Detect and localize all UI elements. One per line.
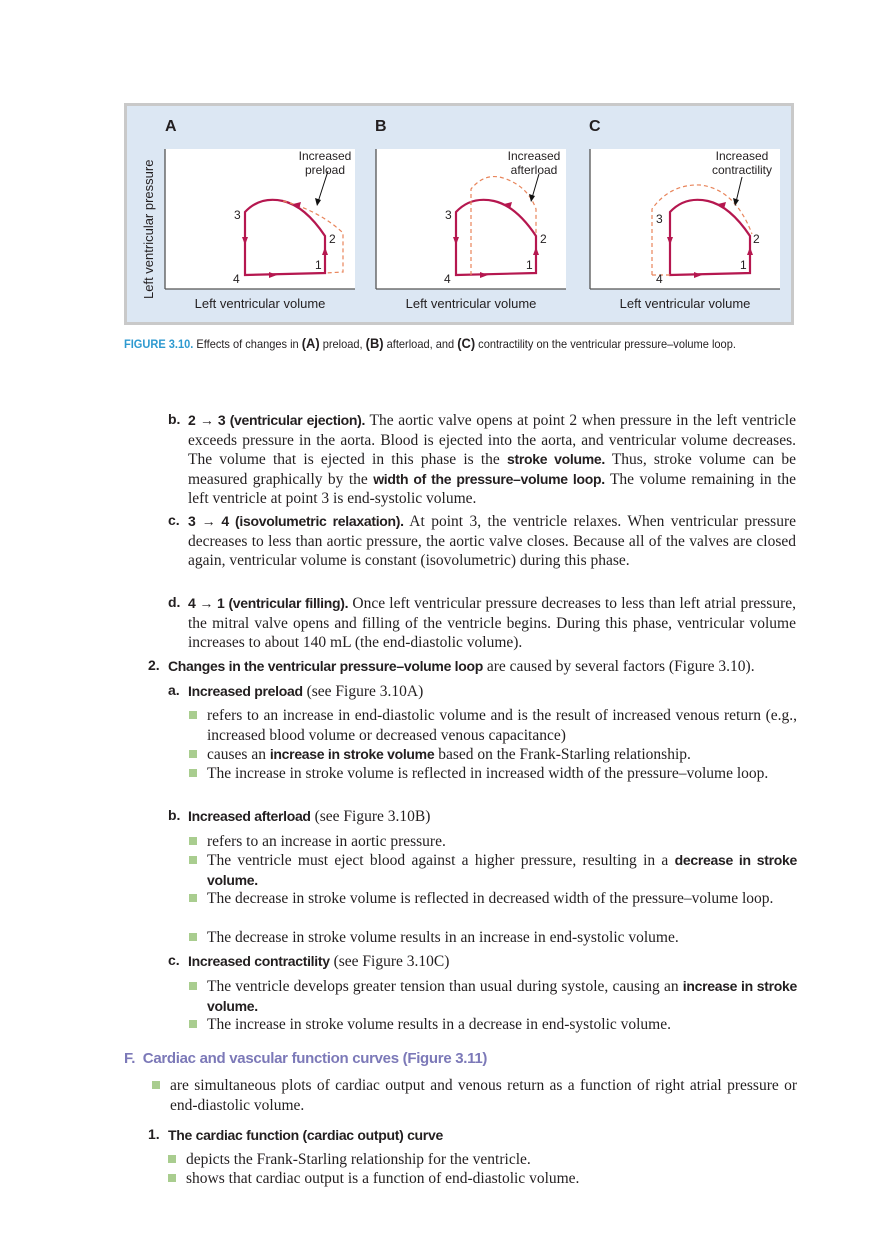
bullet-icon: [168, 1155, 176, 1163]
item-body: [188, 807, 796, 827]
item-body: [188, 411, 796, 509]
item-body: [188, 952, 796, 972]
svg-text:contractility: contractility: [711, 163, 773, 177]
bullet-icon: [189, 1020, 197, 1028]
svg-text:3: 3: [234, 208, 241, 222]
bullet-content: refers to an increase in end-diastolic volume and is the result of increased venous return (e.g., increased blood volume or decreased venous capacitance): [207, 707, 797, 744]
svg-text:2: 2: [753, 232, 760, 246]
item-title: Increased contractility: [188, 953, 330, 969]
item-body: [188, 682, 796, 702]
item-body: [168, 1126, 788, 1146]
bullet-content: The ventricle must eject blood against a higher pressure, resulting in a: [207, 852, 675, 869]
svg-text:1: 1: [315, 258, 322, 272]
svg-text:4: 4: [656, 272, 663, 286]
bullet-content: based on the Frank-Starling relationship.: [434, 746, 691, 763]
figure-ref: (see Figure 3.10B): [310, 808, 431, 825]
svg-text:1: 1: [740, 258, 747, 272]
bullet-content: are simultaneous plots of cardiac output and venous return as a function of right atrial pressure or end-diastolic volume.: [170, 1077, 797, 1114]
bold-term: increase in stroke volume.: [207, 978, 797, 1014]
bullet-icon: [189, 769, 197, 777]
item-marker: c.: [168, 952, 180, 968]
pv-loop-c: [590, 149, 780, 289]
bold-term: decrease in stroke volume.: [207, 852, 798, 888]
item-title: Increased afterload: [188, 808, 311, 824]
plot-b: [376, 149, 566, 289]
item-marker: 2.: [148, 657, 160, 673]
bullet-text: [207, 851, 797, 890]
bullet-icon: [168, 1174, 176, 1182]
caption-c: (C): [457, 335, 476, 351]
svg-text:Increased: Increased: [298, 149, 352, 163]
svg-text:3: 3: [445, 208, 452, 222]
plot-c: [590, 149, 780, 289]
item-marker: c.: [168, 512, 180, 528]
item-text: The aortic valve opens at point 2 when pressure in the left ventricle exceeds pressure in the aorta. Blood is ejected into the aorta, and ventricular volume decreases. The volume that is ejected in this phase is the: [188, 412, 796, 468]
caption-text: Effects of changes in: [193, 337, 302, 351]
figure-ref: (see Figure 3.10C): [329, 953, 450, 970]
section-heading-f: F. Cardiac and vascular function curves (Figure 3.11): [124, 1050, 488, 1067]
bold-term: stroke volume.: [506, 451, 605, 467]
caption-text: preload,: [319, 337, 366, 351]
bullet-content: The decrease in stroke volume results in an increase in end-systolic volume.: [207, 929, 679, 946]
bullet-content: causes an: [207, 746, 270, 763]
svg-text:1: 1: [526, 258, 533, 272]
bullet-text: [207, 1015, 797, 1035]
bold-term: increase in stroke volume: [269, 746, 435, 762]
panel-letter-a: A: [165, 118, 177, 135]
bullet-content: The ventricle develops greater tension than usual during systole, causing an: [207, 978, 683, 995]
caption-a: (A): [301, 335, 320, 351]
x-axis-label-c: Left ventricular volume: [619, 296, 751, 311]
bullet-content: refers to an increase in aortic pressure.: [207, 833, 446, 850]
svg-text:preload: preload: [304, 163, 346, 177]
x-axis-label-a: Left ventricular volume: [194, 296, 326, 311]
caption-text: afterload, and: [383, 337, 458, 351]
bullet-icon: [189, 837, 197, 845]
figure-caption: [124, 335, 805, 353]
svg-text:4: 4: [444, 272, 451, 286]
bullet-content: The decrease in stroke volume is reflected in decreased width of the pressure–volume loop.: [207, 890, 774, 907]
svg-text:2: 2: [329, 232, 336, 246]
item-text: Once left ventricular pressure decreases to less than left atrial pressure, the mitral valve opens and filling of the ventricle begins. During this phase, ventricular volume increases to about 140 mL (the end-diastolic volume).: [188, 595, 796, 651]
item-marker: a.: [168, 682, 180, 698]
item-title: Increased preload: [188, 683, 303, 699]
bullet-text: [186, 1169, 796, 1189]
bullet-text: [207, 706, 797, 745]
svg-text:4: 4: [233, 272, 240, 286]
bullet-text: [207, 889, 797, 909]
bullet-text: [207, 928, 797, 948]
caption-b: (B): [365, 335, 384, 351]
item-marker: 1.: [148, 1126, 160, 1142]
item-text: The volume remaining in the left ventricle at point 3 is end-systolic volume.: [188, 470, 797, 507]
bullet-content: shows that cardiac output is a function of end-diastolic volume.: [186, 1170, 580, 1187]
bullet-icon: [189, 750, 197, 758]
bullet-text: [170, 1076, 797, 1115]
figure-label: FIGURE 3.10.: [124, 337, 194, 351]
bullet-icon: [189, 933, 197, 941]
item-title: 4 → 1 (ventricular filling).: [188, 595, 349, 611]
bullet-text: [186, 1150, 796, 1170]
bold-term: width of the pressure–volume loop.: [373, 470, 605, 487]
item-marker: b.: [168, 411, 181, 427]
svg-text:3: 3: [656, 212, 663, 226]
item-text: Thus, stroke volume can be measured graphically by the: [188, 451, 796, 488]
bullet-text: [207, 764, 797, 784]
panel-letter-b: B: [375, 118, 387, 135]
figure-ref: (see Figure 3.10A): [302, 683, 424, 700]
y-axis-label: Left ventricular pressure: [141, 159, 156, 299]
bullet-icon: [189, 856, 197, 864]
item-title: 3 → 4 (isovolumetric relaxation).: [188, 513, 404, 529]
plot-a: [165, 149, 355, 289]
item-text: are caused by several factors (Figure 3.10).: [483, 658, 755, 675]
bullet-icon: [189, 894, 197, 902]
bullet-content: The increase in stroke volume is reflected in increased width of the pressure–volume loop.: [207, 765, 769, 782]
item-title: 2 → 3 (ventricular ejection).: [188, 412, 366, 428]
pv-loop-a: [165, 149, 355, 289]
svg-text:2: 2: [540, 232, 547, 246]
bullet-content: The increase in stroke volume results in a decrease in end-systolic volume.: [207, 1016, 671, 1033]
figure-3-10: [124, 103, 794, 325]
item-body: [168, 657, 808, 677]
bullet-icon: [189, 982, 197, 990]
caption-text: contractility on the ventricular pressure–volume loop.: [475, 337, 736, 351]
item-body: [188, 512, 796, 571]
bullet-text: [207, 745, 797, 765]
item-body: [188, 594, 796, 653]
item-title: The cardiac function (cardiac output) curve: [168, 1127, 443, 1143]
pv-loop-b: [376, 149, 566, 289]
bullet-content: depicts the Frank-Starling relationship for the ventricle.: [186, 1151, 531, 1168]
bullet-icon: [152, 1081, 160, 1089]
item-text: At point 3, the ventricle relaxes. When ventricular pressure decreases to less than aortic pressure, the aortic valve closes. Because all of the valves are closed again, ventricular volume is constant (isovolumetric) during this phase.: [188, 513, 796, 569]
bullet-text: [207, 977, 797, 1016]
item-marker: d.: [168, 594, 181, 610]
x-axis-label-b: Left ventricular volume: [405, 296, 537, 311]
bullet-icon: [189, 711, 197, 719]
svg-text:afterload: afterload: [510, 163, 558, 177]
svg-text:Increased: Increased: [715, 149, 769, 163]
bullet-text: [207, 832, 797, 852]
item-title: Changes in the ventricular pressure–volume loop: [168, 658, 483, 674]
panel-letter-c: C: [589, 118, 601, 135]
svg-text:Increased: Increased: [507, 149, 561, 163]
item-marker: b.: [168, 807, 181, 823]
